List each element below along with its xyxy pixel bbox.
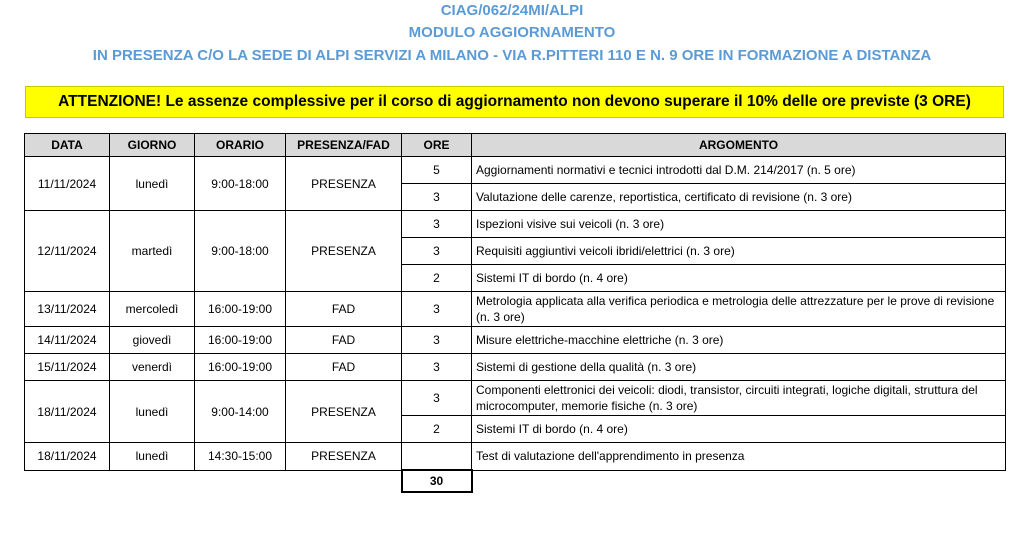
total-row-spacer-right bbox=[472, 470, 1006, 492]
mode-cell: PRESENZA bbox=[286, 443, 402, 471]
date-cell: 11/11/2024 bbox=[25, 157, 110, 211]
time-cell: 9:00-14:00 bbox=[195, 381, 286, 443]
location-info: IN PRESENZA C/O LA SEDE DI ALPI SERVIZI A MILANO - VIA R.PITTERI 110 E N. 9 ORE IN FORMAZIONE A DISTANZA bbox=[92, 47, 932, 64]
time-cell: 16:00-19:00 bbox=[195, 292, 286, 327]
mode-cell: FAD bbox=[286, 354, 402, 381]
topic-cell: Test di valutazione dell'apprendimento in presenza bbox=[472, 443, 1006, 471]
date-cell: 14/11/2024 bbox=[25, 327, 110, 354]
date-cell: 18/11/2024 bbox=[25, 381, 110, 443]
col-header-argomento: ARGOMENTO bbox=[472, 134, 1006, 157]
date-cell: 13/11/2024 bbox=[25, 292, 110, 327]
day-cell: lunedì bbox=[110, 157, 195, 211]
day-cell: lunedì bbox=[110, 443, 195, 471]
hours-cell: 3 bbox=[402, 354, 472, 381]
total-hours: 30 bbox=[402, 470, 472, 492]
total-row bbox=[25, 470, 1006, 492]
time-cell: 14:30-15:00 bbox=[195, 443, 286, 471]
hours-cell: 3 bbox=[402, 238, 472, 265]
table-row bbox=[25, 354, 1006, 381]
table-row bbox=[25, 443, 1006, 471]
hours-cell: 3 bbox=[402, 381, 472, 416]
hours-cell: 3 bbox=[402, 327, 472, 354]
table-row bbox=[25, 381, 1006, 416]
time-cell: 9:00-18:00 bbox=[195, 211, 286, 292]
hours-cell bbox=[402, 443, 472, 471]
module-title: MODULO AGGIORNAMENTO bbox=[408, 24, 616, 41]
time-cell: 16:00-19:00 bbox=[195, 354, 286, 381]
hours-cell: 2 bbox=[402, 265, 472, 292]
col-header-giorno: GIORNO bbox=[110, 134, 195, 157]
col-header-ore: ORE bbox=[402, 134, 472, 157]
topic-cell: Sistemi IT di bordo (n. 4 ore) bbox=[472, 416, 1006, 443]
mode-cell: FAD bbox=[286, 327, 402, 354]
attention-banner: ATTENZIONE! Le assenze complessive per il corso di aggiornamento non devono superare il 10% delle ore previste (3 ORE) bbox=[25, 86, 1004, 118]
topic-cell: Aggiornamenti normativi e tecnici introdotti dal D.M. 214/2017 (n. 5 ore) bbox=[472, 157, 1006, 184]
table-row bbox=[25, 327, 1006, 354]
table-row bbox=[25, 211, 1006, 238]
course-code: CIAG/062/24MI/ALPI bbox=[440, 2, 584, 19]
table-row bbox=[25, 292, 1006, 327]
mode-cell: PRESENZA bbox=[286, 211, 402, 292]
day-cell: martedì bbox=[110, 211, 195, 292]
topic-cell: Ispezioni visive sui veicoli (n. 3 ore) bbox=[472, 211, 1006, 238]
day-cell: mercoledì bbox=[110, 292, 195, 327]
hours-cell: 3 bbox=[402, 211, 472, 238]
topic-cell: Sistemi IT di bordo (n. 4 ore) bbox=[472, 265, 1006, 292]
col-header-data: DATA bbox=[25, 134, 110, 157]
topic-cell: Componenti elettronici dei veicoli: diodi, transistor, circuiti integrati, logiche digitali, struttura del microcomputer, memorie fisiche (n. 3 ore) bbox=[472, 381, 1006, 416]
time-cell: 16:00-19:00 bbox=[195, 327, 286, 354]
mode-cell: PRESENZA bbox=[286, 381, 402, 443]
hours-cell: 3 bbox=[402, 184, 472, 211]
total-row-spacer bbox=[25, 470, 402, 492]
time-cell: 9:00-18:00 bbox=[195, 157, 286, 211]
topic-cell: Requisiti aggiuntivi veicoli ibridi/elettrici (n. 3 ore) bbox=[472, 238, 1006, 265]
col-header-orario: ORARIO bbox=[195, 134, 286, 157]
mode-cell: PRESENZA bbox=[286, 157, 402, 211]
mode-cell: FAD bbox=[286, 292, 402, 327]
date-cell: 18/11/2024 bbox=[25, 443, 110, 471]
hours-cell: 5 bbox=[402, 157, 472, 184]
topic-cell: Metrologia applicata alla verifica periodica e metrologia delle attrezzature per le prove di revisione (n. 3 ore) bbox=[472, 292, 1006, 327]
col-header-presenza-fad: PRESENZA/FAD bbox=[286, 134, 402, 157]
schedule-table bbox=[24, 133, 1006, 493]
date-cell: 15/11/2024 bbox=[25, 354, 110, 381]
hours-cell: 2 bbox=[402, 416, 472, 443]
topic-cell: Valutazione delle carenze, reportistica, certificato di revisione (n. 3 ore) bbox=[472, 184, 1006, 211]
hours-cell: 3 bbox=[402, 292, 472, 327]
day-cell: giovedì bbox=[110, 327, 195, 354]
topic-cell: Misure elettriche-macchine elettriche (n. 3 ore) bbox=[472, 327, 1006, 354]
day-cell: venerdì bbox=[110, 354, 195, 381]
topic-cell: Sistemi di gestione della qualità (n. 3 ore) bbox=[472, 354, 1006, 381]
day-cell: lunedì bbox=[110, 381, 195, 443]
date-cell: 12/11/2024 bbox=[25, 211, 110, 292]
table-row bbox=[25, 157, 1006, 184]
